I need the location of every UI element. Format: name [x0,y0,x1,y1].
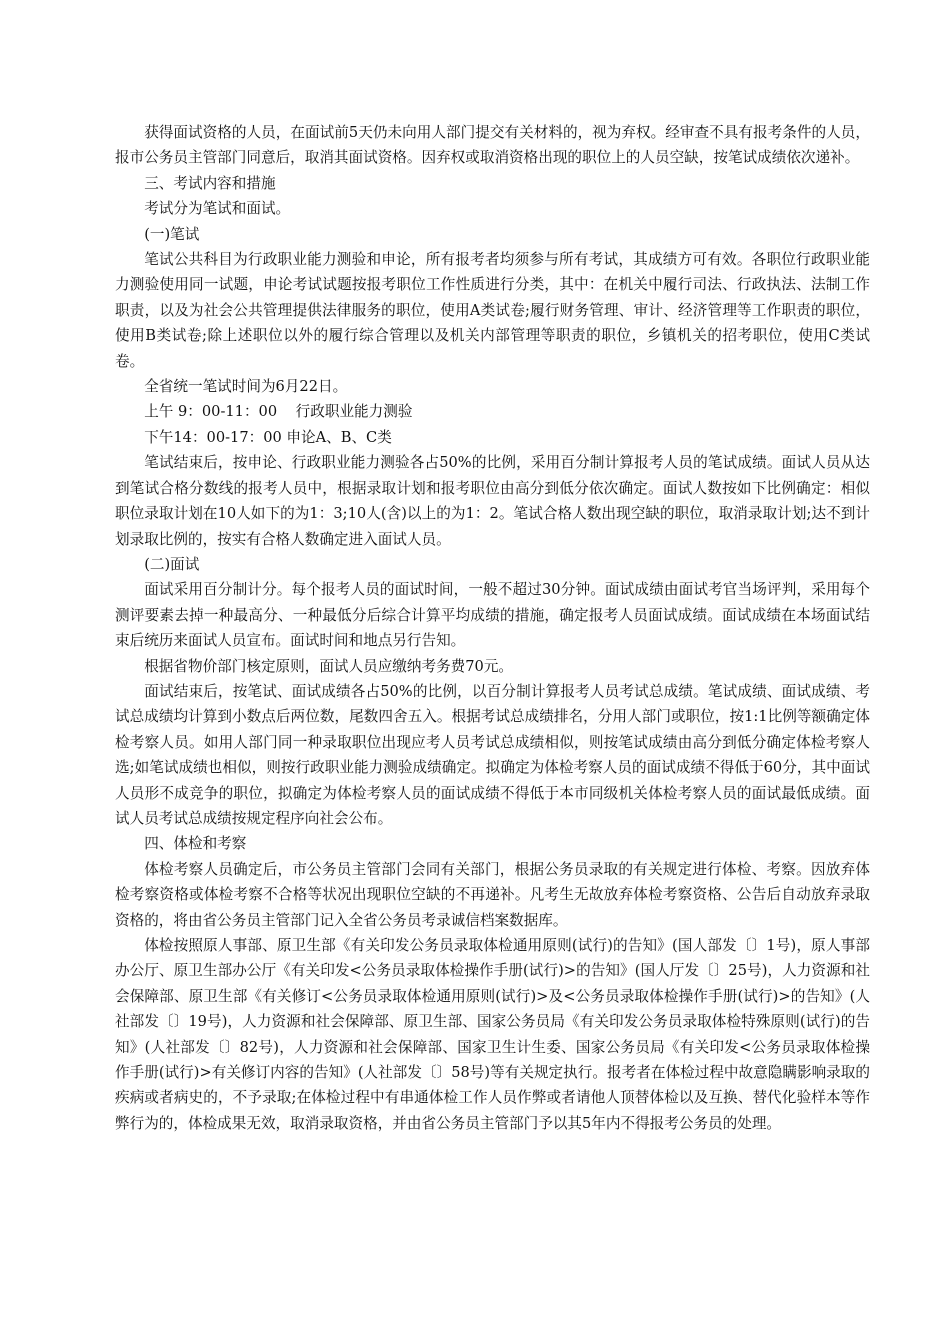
section-heading-exam-content: 三、考试内容和措施 [144,174,276,192]
schedule-afternoon: 下午14：00-17：00 申论A、B、C类 [144,428,392,446]
paragraph-physical-standards: 体检按照原人事部、原卫生部《有关印发公务员录取体检通用原则(试行)的告知》(国人部发〔〕1号)，原人事部办公厅、原卫生部办公厅《有关印发<公务员录取体检操作手册(试行)>的告知》(国人厅发〔〕25号)，人力资源和社会保障部、原卫生部《有关修订<公务员录取体检通用原则(试行)>及<公务员录取体检操作手册(试行)>的告知》(人社部发〔〕19号)，人力资源和社会保障部、原卫生部、国家公务员局《有关印发公务员录取体检特殊原则(试行)的告知》(人社部发〔〕82号)，人力资源和社会保障部、国家卫生计生委、国家公务员局《有关印发<公务员录取体检操作手册(试行)>有关修订内容的告知》(人社部发〔〕58号)等有关规定执行。报考者在体检过程中故意隐瞒影响录取的疾病或者病史的，不予录取;在体检过程中有串通体检工作人员作弊或者请他人顶替体检以及互换、替代化验样本等作弊行为的，体检成果无效，取消录取资格，并由省公务员主管部门予以其5年内不得报考公务员的处理。 [115,937,870,1132]
paragraph-forfeit-interview: 获得面试资格的人员，在面试前5天仍未向用人部门提交有关材料的，视为弃权。经审查不具有报考条件的人员，报市公务员主管部门同意后，取消其面试资格。因弃权或取消资格出现的职位上的人员空缺，按笔试成绩依次递补。 [115,124,870,167]
paragraph-total-score: 面试结束后，按笔试、面试成绩各占50%的比例，以百分制计算报考人员考试总成绩。笔试成绩、面试成绩、考试总成绩均计算到小数点后两位数，尾数四舍五入。根据考试总成绩排名，分用人部门或职位，按1:1比例等额确定体检考察人员。如用人部门同一种录取职位出现应考人员考试总成绩相似，则按笔试成绩由高分到低分确定体检考察人选;如笔试成绩也相似，则按行政职业能力测验成绩确定。拟确定为体检考察人员的面试成绩不得低于60分，其中面试人员形不成竞争的职位，拟确定为体检考察人员的面试成绩不得低于本市同级机关体检考察人员的面试最低成绩。面试人员考试总成绩按规定程序向社会公布。 [115,682,870,827]
schedule-morning: 上午 9：00-11：00 行政职业能力测验 [144,403,413,421]
paragraph-written-subjects: 笔试公共科目为行政职业能力测验和申论，所有报考者均须参与所有考试，其成绩方可有效。各职位行政职业能力测验使用同一试题，申论考试试题按报考职位工作性质进行分类，其中：在机关中履行司法、行政执法、法制工作职责，以及为社会公共管理提供法律服务的职位，使用A类试卷;履行财务管理、审计、经济管理等工作职责的职位，使用B类试卷;除上述职位以外的履行综合管理以及机关内部管理等职责的职位，乡镇机关的招考职位，使用C类试卷。 [115,251,870,370]
subheading-interview: (二)面试 [144,555,200,573]
paragraph-exam-date: 全省统一笔试时间为6月22日。 [144,378,348,396]
paragraph-interview-fee: 根据省物价部门核定原则，面试人员应缴纳考务费70元。 [144,657,514,675]
section-heading-physical-exam: 四、体检和考察 [144,835,247,853]
subheading-written-exam: (一)笔试 [144,225,200,243]
paragraph-physical-inspection: 体检考察人员确定后，市公务员主管部门会同有关部门，根据公务员录取的有关规定进行体检、考察。因放弃体检考察资格或体检考察不合格等状况出现职位空缺的不再递补。凡考生无故放弃体检考察资格、公告后自动放弃录取资格的，将由省公务员主管部门记入全省公务员考录诚信档案数据库。 [115,860,870,929]
paragraph-exam-types: 考试分为笔试和面试。 [144,200,291,218]
document-body [115,120,870,1136]
paragraph-written-scoring: 笔试结束后，按申论、行政职业能力测验各占50%的比例，采用百分制计算报考人员的笔试成绩。面试人员从达到笔试合格分数线的报考人员中，根据录取计划和报考职位由高分到低分依次确定。面试人数按如下比例确定：相似职位录取计划在10人如下的为1：3;10人(含)以上的为1：2。笔试合格人数出现空缺的职位，取消录取计划;达不到计划录取比例的，按实有合格人数确定进入面试人员。 [115,454,870,548]
paragraph-interview-scoring: 面试采用百分制计分。每个报考人员的面试时间，一般不超过30分钟。面试成绩由面试考官当场评判，采用每个测评要素去掉一种最高分、一种最低分后综合计算平均成绩的措施，确定报考人员面试成绩。面试成绩在本场面试结束后统历来面试人员宣布。面试时间和地点另行告知。 [115,581,870,650]
